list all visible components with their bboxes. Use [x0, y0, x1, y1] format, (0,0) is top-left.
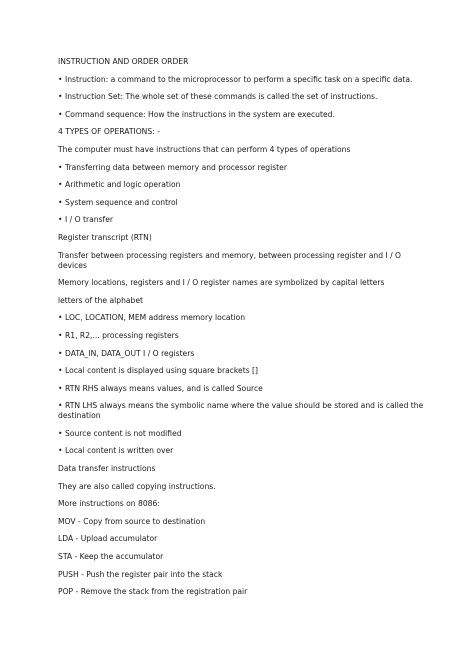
bullet-rtn-lhs: • RTN LHS always means the symbolic name where the value should be stored and is called the destination: [58, 401, 424, 421]
more-instructions-line: More instructions on 8086:: [58, 499, 160, 509]
rtn-memory-line: Memory locations, registers and I / O register names are symbolized by capital letters: [58, 278, 385, 288]
bullet-system-sequence: • System sequence and control: [58, 198, 424, 208]
bullet-written-over: • Local content is written over: [58, 446, 424, 456]
pop-line: POP - Remove the stack from the registration pair: [58, 587, 248, 597]
section-operations-heading: 4 TYPES OF OPERATIONS: -: [58, 127, 160, 137]
bullet-r1-r2: • R1, R2,... processing registers: [58, 331, 424, 341]
bullet-rtn-rhs: • RTN RHS always means values, and is called Source: [58, 384, 424, 394]
lda-line: LDA - Upload accumulator: [58, 534, 158, 544]
bullet-data-in-out: • DATA_IN, DATA_OUT I / O registers: [58, 349, 424, 359]
bullet-source-not-modified: • Source content is not modified: [58, 429, 424, 439]
bullet-instruction-set: • Instruction Set: The whole set of these commands is called the set of instructions.: [58, 92, 424, 102]
document-heading: INSTRUCTION AND ORDER ORDER: [58, 57, 189, 66]
sta-line: STA - Keep the accumulator: [58, 552, 164, 562]
copying-instructions-line: They are also called copying instructions.: [58, 481, 216, 491]
bullet-instruction: • Instruction: a command to the microprocessor to perform a specific task on a specific data.: [58, 75, 424, 85]
data-transfer-heading: Data transfer instructions: [58, 464, 156, 474]
bullet-command-sequence: • Command sequence: How the instructions in the system are executed.: [58, 110, 424, 120]
rtn-transfer-line: Transfer between processing registers and memory, between processing register and I / O devices: [58, 250, 402, 270]
document-body: [58, 57, 424, 605]
bullet-square-brackets: • Local content is displayed using square brackets []: [58, 366, 424, 376]
bullet-transfer-data: • Transferring data between memory and processor register: [58, 163, 424, 173]
mov-line: MOV - Copy from source to destination: [58, 516, 206, 526]
push-line: PUSH - Push the register pair into the stack: [58, 569, 223, 579]
rtn-letters-line: letters of the alphabet: [58, 295, 144, 305]
operations-intro: The computer must have instructions that can perform 4 types of operations: [58, 144, 351, 154]
bullet-loc: • LOC, LOCATION, MEM address memory location: [58, 313, 424, 323]
bullet-io-transfer: • I / O transfer: [58, 215, 424, 225]
rtn-heading: Register transcript (RTN): [58, 232, 152, 242]
bullet-arithmetic-logic: • Arithmetic and logic operation: [58, 180, 424, 190]
